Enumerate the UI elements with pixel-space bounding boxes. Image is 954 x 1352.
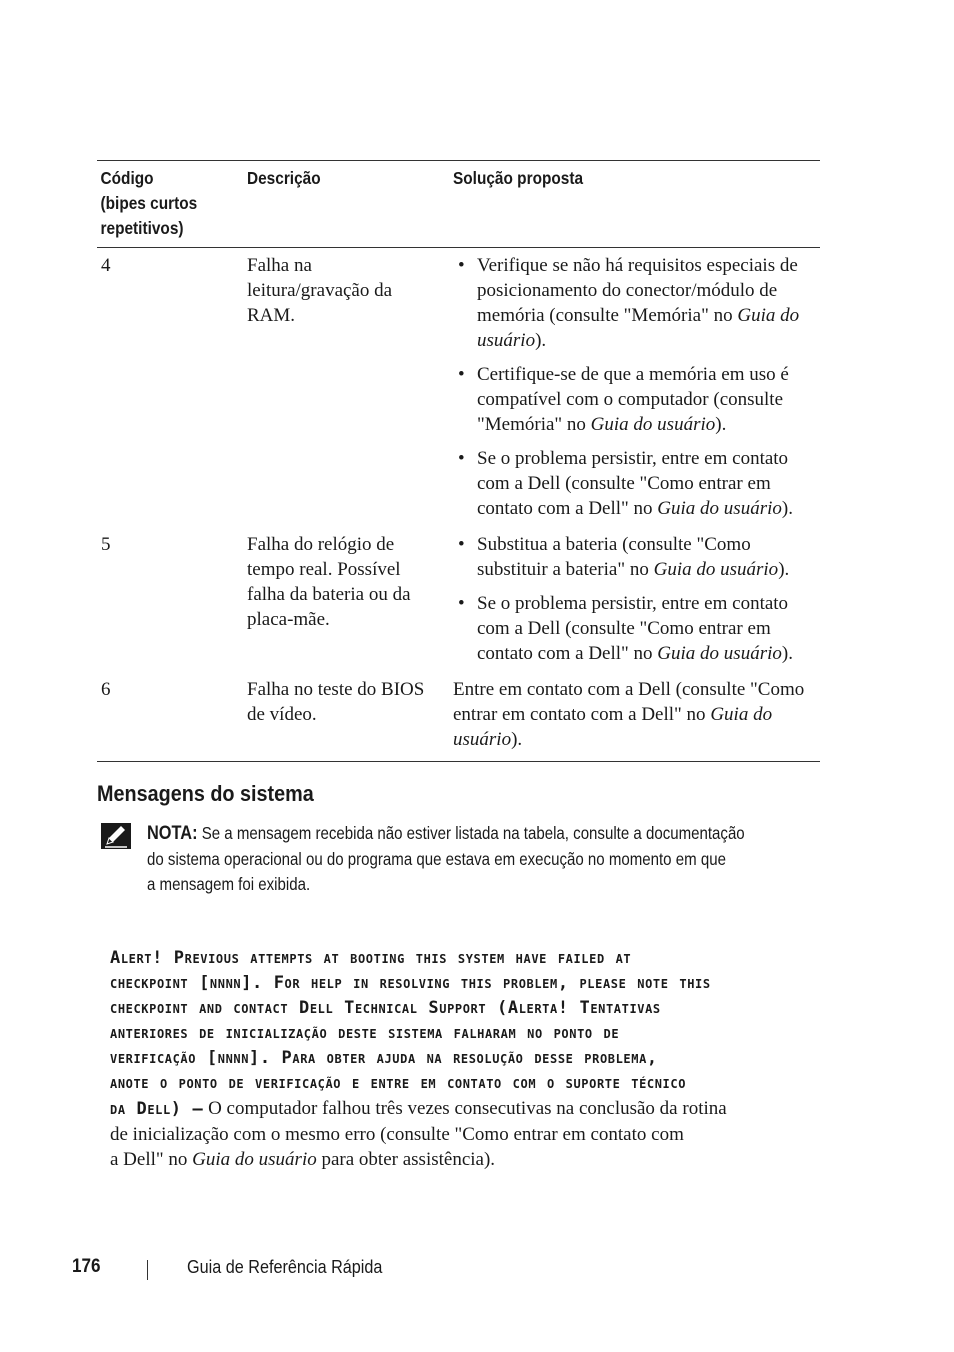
bullet-tail: ). [535, 330, 547, 351]
bullet-tail: ). [778, 559, 790, 580]
solution-bullet [453, 253, 820, 353]
alert-message-block [110, 946, 830, 1172]
bullet-italic: Guia do usuário [657, 643, 782, 664]
alert-body: O computador falhou três vezes consecutivas na conclusão da rotina [203, 1098, 727, 1119]
pencil-note-icon [100, 822, 132, 850]
bullet-tail: ). [781, 643, 793, 664]
row-description [247, 675, 453, 761]
section-title: Mensagens do sistema [97, 781, 314, 806]
alert-heading-line: checkpoint [nnnn]. For help in resolving this problem, please note this [110, 973, 711, 993]
alert-line [110, 1096, 830, 1122]
row-code: 4 [101, 255, 111, 276]
header-code-line: Código [100, 168, 154, 188]
alert-heading-line: verificação [nnnn]. Para obter ajuda na resolução desse problema, [110, 1048, 658, 1068]
row-solution [453, 675, 820, 761]
bullet-italic: Guia do usuário [590, 414, 716, 435]
alert-heading-line: anteriores de inicialização deste sistema falharam no ponto de [110, 1023, 620, 1043]
description-line: leitura/gravação da [247, 280, 393, 301]
row-solution [453, 251, 820, 530]
description-line: tempo real. Possível [247, 559, 401, 580]
table-row [97, 530, 820, 675]
note-block [147, 821, 823, 898]
table-row [97, 675, 820, 761]
bullet-text: Se o problema persistir, entre em contato com a Dell (consulte "Como entrar em contato com a Dell" no [477, 593, 789, 664]
note-text: Se a mensagem recebida não estiver listada na tabela, consulte a documentação [197, 823, 745, 843]
bullet-tail: ). [781, 498, 793, 519]
footer-separator [147, 1260, 148, 1280]
alert-heading-line: Alert! Previous attempts at booting this system have failed at [110, 948, 632, 968]
bullet-italic: Guia do usuário [477, 305, 800, 351]
beep-code-table [97, 160, 820, 762]
bullet-tail: ). [715, 414, 727, 435]
footer-title: Guia de Referência Rápida [187, 1257, 383, 1277]
description-line: RAM. [247, 305, 296, 326]
alert-body-line: de inicialização com o mesmo erro (consulte "Como entrar em contato com [110, 1124, 684, 1145]
bullet-text: Certifique-se de que a memória em uso é compatível com o computador (consulte "Memória" no [477, 364, 789, 435]
bullet-italic: Guia do usuário [657, 498, 782, 519]
note-line: do sistema operacional ou do programa que estava em execução no momento em que [147, 848, 726, 869]
description-line: Falha no teste do BIOS [247, 679, 425, 700]
header-description: Descrição [247, 168, 321, 188]
solution-bullet [453, 532, 820, 582]
alert-heading-line: checkpoint and contact Dell Technical Support (Alerta! Tentativas [110, 998, 661, 1018]
description-line: placa-mãe. [247, 609, 330, 630]
row-code: 6 [101, 679, 111, 700]
bullet-text: Se o problema persistir, entre em contato com a Dell (consulte "Como entrar em contato com a Dell" no [477, 448, 789, 519]
header-code-line: repetitivos) [100, 218, 184, 238]
alert-body: a Dell" no [110, 1149, 193, 1170]
alert-line [110, 1147, 830, 1172]
header-solution: Solução proposta [453, 168, 584, 188]
note-line [147, 821, 745, 847]
note-label: NOTA: [147, 823, 198, 844]
table-row [97, 251, 820, 530]
description-line: falha da bateria ou da [247, 584, 411, 605]
alert-heading-line: anote o ponto de verificação e entre em contato com o suporte técnico [110, 1073, 687, 1093]
table-bottom-rule [97, 761, 820, 762]
page-number: 176 [72, 1256, 101, 1277]
alert-heading-tail: da Dell) — [110, 1099, 204, 1119]
header-code-line: (bipes curtos [100, 193, 198, 213]
alert-body-italic: Guia do usuário [192, 1149, 317, 1170]
solution-bullet [453, 446, 820, 521]
solution-italic: Guia do usuário [453, 704, 773, 750]
description-line: de vídeo. [247, 704, 317, 725]
row-code: 5 [101, 534, 111, 555]
solution-bullet [453, 591, 820, 666]
header-code [97, 166, 229, 241]
table-header-row [97, 161, 820, 247]
bullet-italic: Guia do usuário [653, 559, 779, 580]
solution-text: Entre em contato com a Dell (consulte "Como entrar em contato com a Dell" no [453, 679, 805, 725]
solution-tail: ). [511, 729, 523, 750]
alert-body: para obter assistência). [316, 1149, 496, 1170]
solution-bullet [453, 362, 820, 437]
description-line: Falha do relógio de [247, 534, 395, 555]
row-description [247, 530, 453, 675]
table-header-rule [97, 247, 820, 248]
bullet-text: Verifique se não há requisitos especiais de posicionamento do conector/módulo de memória (consulte "Memória" no [477, 255, 798, 326]
description-line: Falha na [247, 255, 312, 276]
row-solution [453, 530, 820, 675]
note-line: a mensagem foi exibida. [147, 874, 311, 894]
bullet-text: Substitua a bateria (consulte "Como substituir a bateria" no [477, 534, 751, 580]
row-description [247, 251, 453, 530]
